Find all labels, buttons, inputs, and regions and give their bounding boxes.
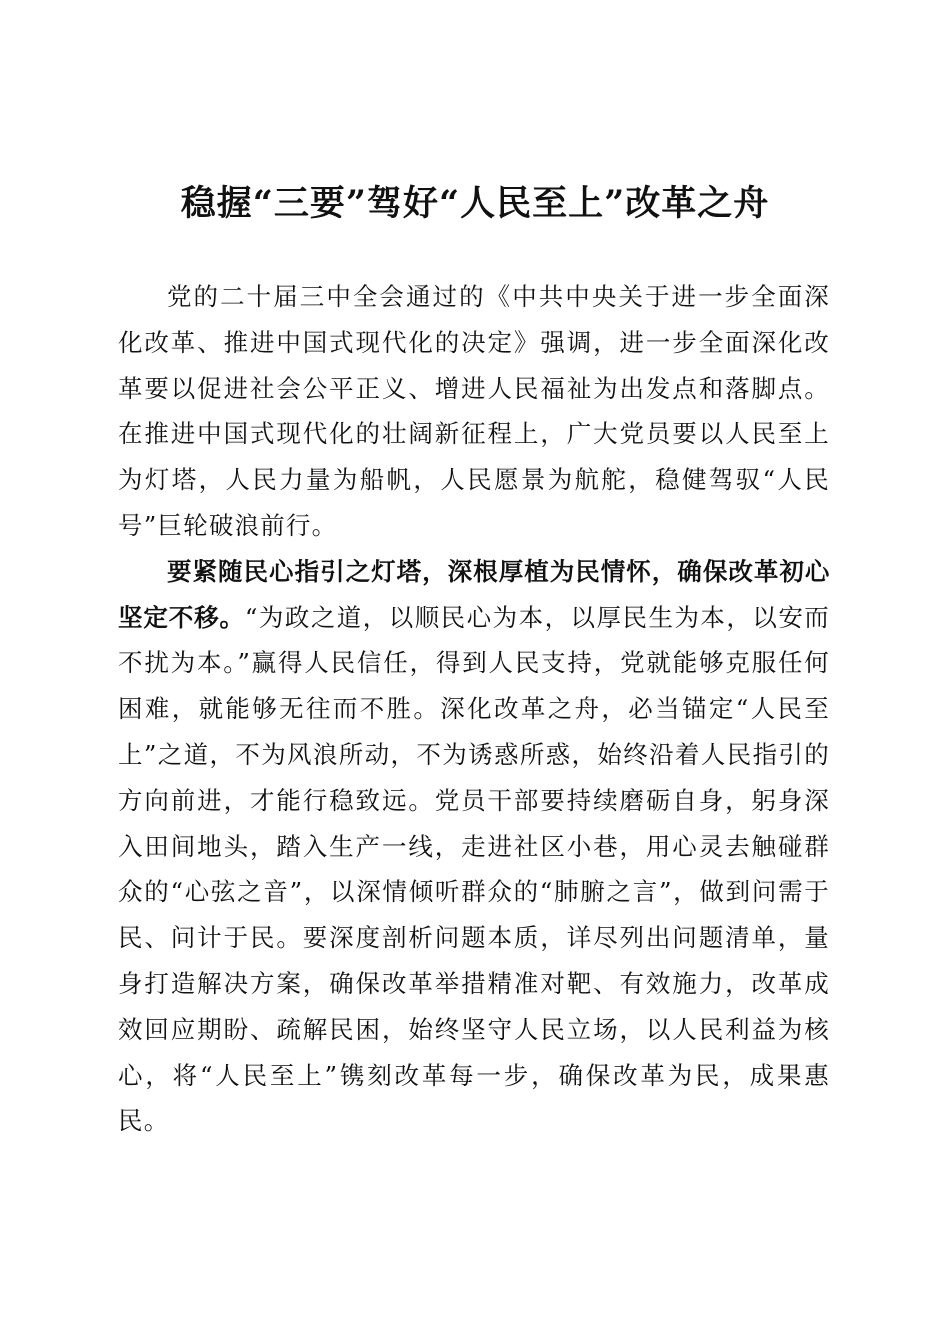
paragraph-text: “为政之道，以顺民心为本，以厚民生为本，以安而不扰为本。”赢得人民信任，得到人民支持，党就能够克服任何困难，就能够无往而不胜。深化改革之舟，必当锚定“人民至上”之道，不为风浪所动，不为诱惑所惑，始终沿着人民指引的方向前进，才能行稳致远。党员干部要持续磨砺自身，躬身深入田间地头，踏入生产一线，走进社区小巷，用心灵去触碰群众的“心弦之音”，以深情倾听群众的“肺腑之言”，做到问需于民、问计于民。要深度剖析问题本质，详尽列出问题清单，量身打造解决方案，确保改革举措精准对靶、有效施力，改革成效回应期盼、疏解民困，始终坚守人民立场，以人民利益为核心，将“人民至上”镌刻改革每一步，确保改革为民，成果惠民。: [118, 602, 831, 1136]
paragraph-lead: 要紧随民心指引之灯塔，深根厚植为民情怀，确保改革初心坚定不移。: [118, 556, 830, 632]
paragraph-text: 党的二十届三中全会通过的《中共中央关于进一步全面深化改革、推进中国式现代化的决定》强调，进一步全面深化改革要以促进社会公平正义、增进人民福祉为出发点和落脚点。在推进中国式现代化的壮阔新征程上，广大党员要以人民至上为灯塔，人民力量为船帆，人民愿景为航舵，稳健驾驭“人民号”巨轮破浪前行。: [118, 282, 830, 540]
document-body: [118, 274, 830, 1144]
document-title: 稳握“三要”驾好“人民至上”改革之舟: [180, 183, 770, 224]
paragraph-section-1: [118, 549, 830, 1144]
paragraph-intro: [118, 274, 830, 549]
